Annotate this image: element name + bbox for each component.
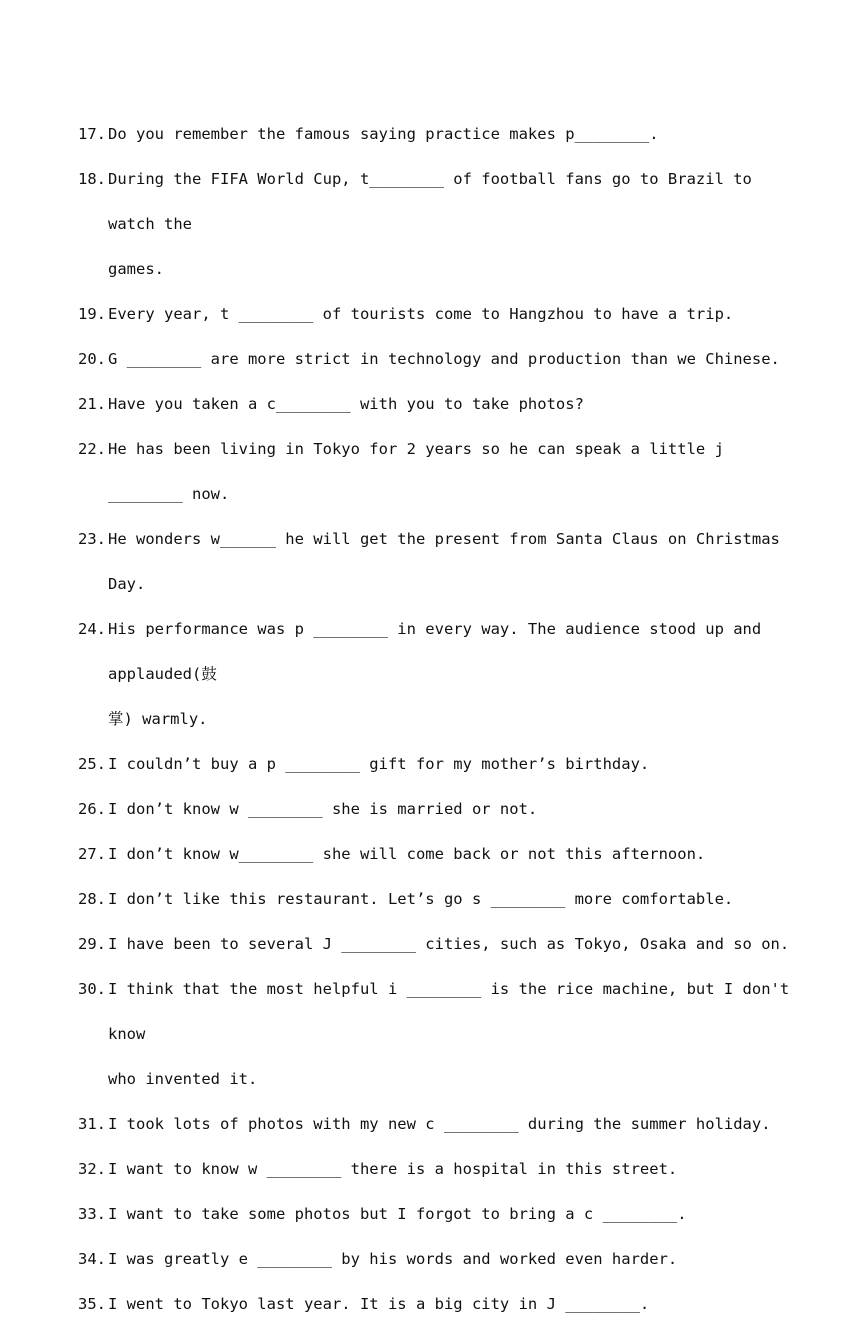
question-number: 29. <box>78 935 106 953</box>
question-number: 21. <box>78 395 106 413</box>
question-number: 35. <box>78 1295 106 1313</box>
question-line: I was greatly e ________ by his words and worked even harder. <box>108 1250 678 1268</box>
question-line: I have been to several J ________ cities, such as Tokyo, Osaka and so on. <box>108 935 790 953</box>
question-text <box>108 1192 790 1237</box>
question-text <box>108 112 790 157</box>
question-line: I don’t like this restaurant. Let’s go s ________ more comfortable. <box>108 890 734 908</box>
question-line: Have you taken a c________ with you to take photos? <box>108 395 584 413</box>
question-33 <box>78 1192 790 1237</box>
question-text <box>108 742 790 787</box>
question-line: I think that the most helpful i ________ is the rice machine, but I don't know <box>108 980 790 1043</box>
question-text <box>108 292 790 337</box>
question-25 <box>78 742 790 787</box>
question-text <box>108 337 790 382</box>
question-line: I took lots of photos with my new c ________ during the summer holiday. <box>108 1115 771 1133</box>
question-text <box>108 517 790 607</box>
question-30 <box>78 967 790 1102</box>
question-number: 19. <box>78 305 106 323</box>
question-line: Every year, t ________ of tourists come to Hangzhou to have a trip. <box>108 305 734 323</box>
question-18 <box>78 157 790 292</box>
question-line: G ________ are more strict in technology and production than we Chinese. <box>108 350 780 368</box>
question-text <box>108 967 790 1102</box>
question-17 <box>78 112 790 157</box>
question-number: 25. <box>78 755 106 773</box>
question-34 <box>78 1237 790 1282</box>
question-line: I couldn’t buy a p ________ gift for my mother’s birthday. <box>108 755 650 773</box>
question-text <box>108 607 790 742</box>
question-line: His performance was p ________ in every way. The audience stood up and applauded(鼓 <box>108 620 762 683</box>
question-29 <box>78 922 790 967</box>
question-text <box>108 877 790 922</box>
question-number: 28. <box>78 890 106 908</box>
question-number: 26. <box>78 800 106 818</box>
question-number: 27. <box>78 845 106 863</box>
question-text <box>108 922 790 967</box>
question-28 <box>78 877 790 922</box>
question-23 <box>78 517 790 607</box>
question-number: 23. <box>78 530 106 548</box>
question-35 <box>78 1282 790 1327</box>
question-26 <box>78 787 790 832</box>
question-number: 20. <box>78 350 106 368</box>
question-number: 24. <box>78 620 106 638</box>
question-24 <box>78 607 790 742</box>
question-number: 33. <box>78 1205 106 1223</box>
question-31 <box>78 1102 790 1147</box>
question-number: 31. <box>78 1115 106 1133</box>
question-text <box>108 427 790 517</box>
question-text <box>108 157 790 292</box>
question-20 <box>78 337 790 382</box>
question-list <box>78 112 790 1327</box>
question-number: 34. <box>78 1250 106 1268</box>
question-text <box>108 1282 790 1327</box>
question-line: Do you remember the famous saying practice makes p________. <box>108 125 659 143</box>
question-line: He wonders w______ he will get the present from Santa Claus on Christmas Day. <box>108 530 780 593</box>
question-line: I don’t know w ________ she is married or not. <box>108 800 538 818</box>
question-line-continued: games. <box>108 260 164 278</box>
question-number: 18. <box>78 170 106 188</box>
question-text <box>108 1147 790 1192</box>
question-number: 30. <box>78 980 106 998</box>
question-line: He has been living in Tokyo for 2 years so he can speak a little j ________ now. <box>108 440 724 503</box>
question-text <box>108 1102 790 1147</box>
question-32 <box>78 1147 790 1192</box>
question-number: 32. <box>78 1160 106 1178</box>
question-27 <box>78 832 790 877</box>
question-text <box>108 1237 790 1282</box>
question-line: I don’t know w________ she will come back or not this afternoon. <box>108 845 706 863</box>
question-text <box>108 787 790 832</box>
question-21 <box>78 382 790 427</box>
question-line: I went to Tokyo last year. It is a big city in J ________. <box>108 1295 650 1313</box>
question-line-continued: who invented it. <box>108 1070 258 1088</box>
question-text <box>108 382 790 427</box>
question-line: During the FIFA World Cup, t________ of football fans go to Brazil to watch the <box>108 170 752 233</box>
question-text <box>108 832 790 877</box>
question-line-continued: 掌) warmly. <box>108 710 208 728</box>
question-line: I want to know w ________ there is a hospital in this street. <box>108 1160 678 1178</box>
question-19 <box>78 292 790 337</box>
question-number: 17. <box>78 125 106 143</box>
question-number: 22. <box>78 440 106 458</box>
question-line: I want to take some photos but I forgot to bring a c ________. <box>108 1205 687 1223</box>
question-22 <box>78 427 790 517</box>
